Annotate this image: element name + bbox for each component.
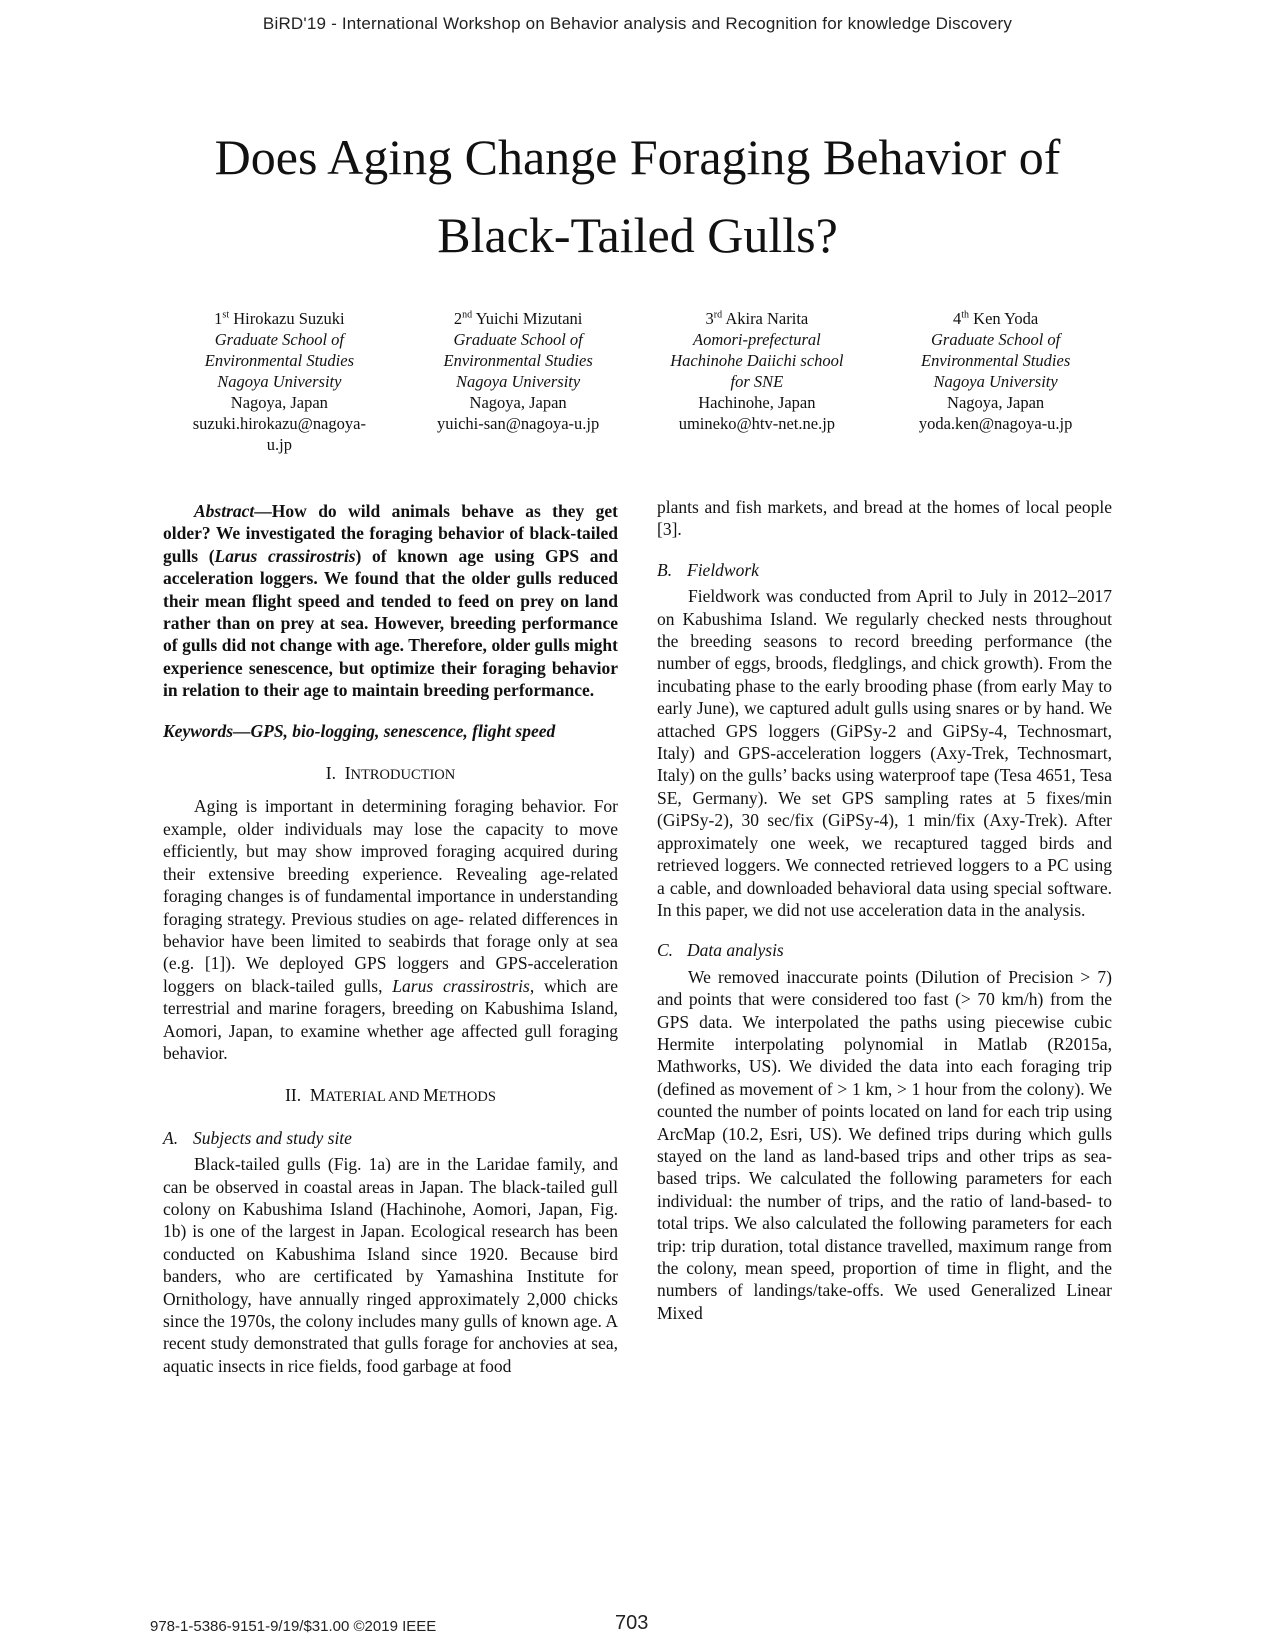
subsection-number: A. — [163, 1127, 179, 1148]
author-dept: Environmental Studies — [204, 351, 354, 370]
abstract-text: How do wild animals behave as they get older? We investigated the foraging behavior of black-tailed gulls ( — [163, 501, 618, 566]
author-name: Yuichi Mizutani — [475, 309, 583, 328]
page-number: 703 — [615, 1612, 649, 1634]
subsection-title: Fieldwork — [687, 559, 759, 580]
author-email: yuichi-san@nagoya-u.jp — [436, 414, 600, 433]
intro-paragraph — [163, 795, 618, 1064]
subsection-heading-c — [657, 939, 1112, 961]
author-city: Nagoya, Japan — [469, 393, 567, 412]
intro-text: , which are terrestrial and marine foragers, breeding on Kabushima Island, Aomori, Japan, to examine whether age affected gull foraging behavior. — [163, 975, 618, 1063]
author-dept: Graduate School of — [931, 330, 1061, 349]
author-org: Nagoya University — [933, 372, 1058, 391]
subsection-heading-a — [163, 1127, 618, 1149]
left-column — [163, 500, 618, 1377]
section-heading-introduction — [163, 762, 618, 786]
author-dept: Graduate School of — [214, 330, 344, 349]
author-1 — [160, 308, 399, 455]
intro-text: Aging is important in determining foraging behavior. For example, older individuals may lose the capacity to move efficiently, but may show improved foraging acquired during their extensive breeding experience. Revealing age-related foraging changes is of fundamental importance in understanding foraging strategy. Previous studies on age- related differences in behavior have been limited to seabirds that forage only at sea (e.g. [1]). We deployed GPS loggers and GPS-acceleration loggers on black-tailed gulls, — [163, 796, 618, 996]
author-2 — [399, 308, 638, 455]
author-city: Hachinohe, Japan — [698, 393, 816, 412]
author-ordinal-suffix: rd — [713, 309, 723, 321]
author-dept: Environmental Studies — [443, 351, 593, 370]
author-block — [160, 308, 1115, 455]
subsection-number: C. — [657, 940, 674, 961]
author-email: yoda.ken@nagoya-u.jp — [918, 414, 1073, 433]
species-name: Larus crassirostris — [392, 975, 530, 996]
section-heading-methods — [163, 1084, 618, 1108]
author-4 — [876, 308, 1115, 455]
section-title-initial: M — [423, 1085, 439, 1106]
author-org: for SNE — [730, 372, 784, 391]
title-line-2: Black-Tailed Gulls? — [437, 207, 838, 263]
author-dept: Environmental Studies — [921, 351, 1071, 370]
author-ordinal-suffix: st — [222, 309, 230, 321]
author-ordinal-suffix: th — [961, 309, 970, 321]
fieldwork-paragraph: Fieldwork was conducted from April to July in 2012–2017 on Kabushima Island. We regularly checked nests throughout the breeding seasons to record breeding performance (the number of eggs, broods, fledglings, and chick growth). From the incubating phase to the early brooding phase (from early May to early June), we captured adult gulls using snares or by hand. We attached GPS loggers (GiPSy-2 and GiPSy-4, Technosmart, Italy) and GPS-acceleration loggers (Axy-Trek, Technosmart, Italy) on the gulls’ backs using waterproof tape (Tesa 4651, Tesa SE, Germany). We set GPS sampling rates at 5 fixes/min (GiPSy-2), 30 sec/fix (GiPSy-4), 1 min/fix (Axy-Trek). After approximately one week, we recaptured tagged birds and retrieved loggers. We connected retrieved loggers to a PC using a cable, and downloaded behavioral data using special software. In this paper, we did not use acceleration data in the analysis. — [657, 586, 1112, 920]
section-number: II. — [285, 1085, 302, 1106]
section-title-rest: ATERIAL AND — [325, 1089, 424, 1106]
author-email: suzuki.hirokazu@nagoya- — [192, 414, 367, 433]
section-number: I. — [325, 763, 336, 784]
section-title-rest: ETHODS — [438, 1089, 496, 1106]
author-ordinal: 3 — [705, 309, 714, 328]
subsection-number: B. — [657, 559, 673, 580]
author-dept: Hachinohe Daiichi school — [670, 351, 844, 370]
author-ordinal-suffix: nd — [462, 309, 473, 321]
author-email: umineko@htv-net.ne.jp — [678, 414, 836, 433]
right-column — [657, 496, 1112, 1324]
title-line-1: Does Aging Change Foraging Behavior of — [214, 129, 1061, 185]
author-ordinal: 2 — [453, 309, 463, 328]
author-ordinal: 4 — [953, 309, 962, 328]
data-analysis-paragraph: We removed inaccurate points (Dilution of Precision > 7) and points that were considered too fast (> 70 km/h) from the GPS data. We interpolated the paths using piecewise cubic Hermite interpolating polynomial in Matlab (R2015a, Mathworks, US). We divided the data into each foraging trip (defined as movement of > 1 km, > 1 hour from the colony). We counted the number of points located on land for each trip using ArcMap (10.2, Esri, US). We defined trips during which gulls stayed on the land as land-based trips and other trips as sea-based trips. We calculated the following parameters for each individual: the number of trips, and the ratio of land-based- to total trips. We also calculated the following parameters for each trip: trip duration, total distance travelled, maximum range from the colony, mean speed, proportion of time in flight, and the numbers of landings/take-offs. We used Generalized Linear Mixed — [657, 966, 1112, 1323]
running-header: BiRD'19 - International Workshop on Behavior analysis and Recognition for knowledge Discovery — [262, 14, 1013, 33]
subjects-paragraph-continued: plants and fish markets, and bread at the homes of local people [3]. — [657, 497, 1112, 540]
author-org: Nagoya University — [456, 372, 581, 391]
author-ordinal: 1 — [214, 309, 223, 328]
author-name: Akira Narita — [725, 309, 809, 328]
abstract-label: Abstract — [194, 501, 255, 521]
author-dept: Graduate School of — [453, 330, 583, 349]
abstract-text: ) of known age using GPS and acceleration loggers. We found that the older gulls reduced their mean flight speed and tended to feed on prey on land rather than on prey at sea. However, breeding performance of gulls did not change with age. Therefore, older gulls might experience senescence, but optimize their foraging behavior in relation to their age to maintain breeding performance. — [163, 545, 618, 701]
subjects-paragraph: Black-tailed gulls (Fig. 1a) are in the Laridae family, and can be observed in coastal areas in Japan. The black-tailed gull colony on Kabushima Island (Hachinohe, Aomori, Japan, Fig. 1b) is one of the largest in Japan. Ecological research has been conducted on Kabushima Island since 1920. Because bird banders, who are certificated by Yamashina Institute for Ornithology, have annually ringed approximately 2,000 chicks since the 1970s, the colony includes many gulls of known age. A recent study demonstrated that gulls forage for anchovies at sea, aquatic insects in rice fields, food garbage at food — [163, 1154, 618, 1376]
author-org: Nagoya University — [217, 372, 342, 391]
subsection-title: Subjects and study site — [193, 1127, 352, 1148]
abstract-dash: — — [254, 501, 272, 521]
author-email: u.jp — [266, 435, 292, 454]
abstract — [163, 500, 618, 702]
section-title-initial: M — [309, 1085, 326, 1106]
subsection-heading-b — [657, 559, 1112, 581]
keywords: Keywords—GPS, bio-logging, senescence, flight speed — [163, 720, 556, 741]
author-name: Ken Yoda — [973, 309, 1039, 328]
paper-title — [120, 118, 1155, 274]
author-name: Hirokazu Suzuki — [233, 309, 345, 328]
author-city: Nagoya, Japan — [947, 393, 1045, 412]
author-dept: Aomori-prefectural — [693, 330, 821, 349]
species-name: Larus crassirostris — [214, 545, 356, 566]
section-title-initial: I — [344, 763, 351, 784]
section-title-rest: NTRODUCTION — [350, 767, 456, 784]
author-3 — [638, 308, 877, 455]
copyright-line: 978-1-5386-9151-9/19/$31.00 ©2019 IEEE — [150, 1618, 437, 1635]
author-city: Nagoya, Japan — [230, 393, 328, 412]
subsection-title: Data analysis — [687, 940, 784, 961]
